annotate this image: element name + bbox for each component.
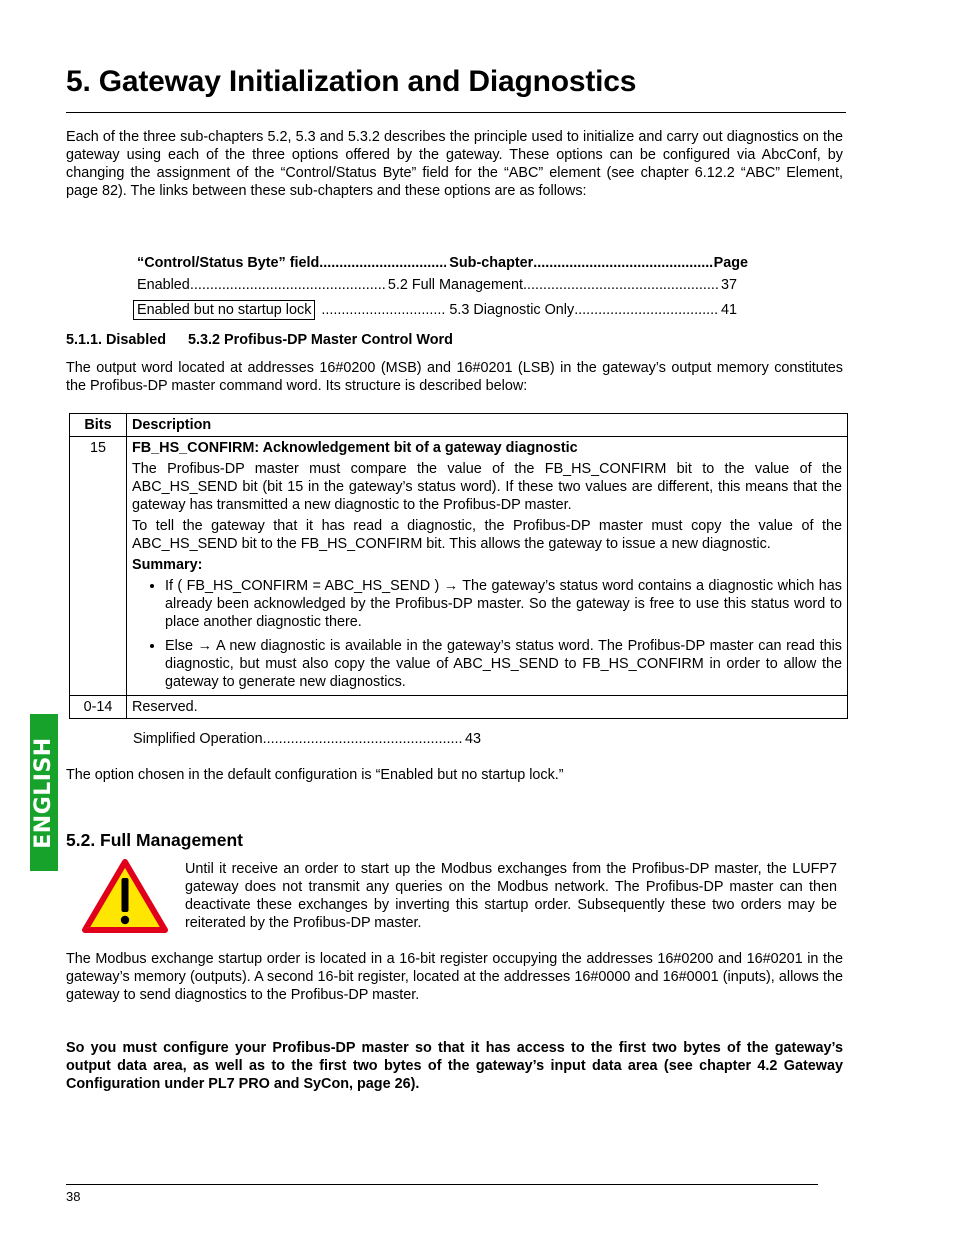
summary-label: Summary: <box>132 557 203 573</box>
subheading-right: 5.3.2 Profibus-DP Master Control Word <box>187 332 453 348</box>
description-cell: Reserved. <box>127 696 848 719</box>
list-item: • If ( FB_HS_CONFIRM = ABC_HS_SEND ) → The gateway’s status word contains a diagnostic which has already been acknowledged by the Profibus-DP master. So the gateway is free to use this status word to place another diagnostic there. <box>165 577 842 631</box>
toc-header-page: Page <box>713 255 748 271</box>
page-number: 38 <box>66 1189 81 1204</box>
language-tab-label: ENGLISH <box>31 736 56 849</box>
toc-sub: 5.2 Full Management <box>387 277 523 293</box>
toc-field-boxed: Enabled but no startup lock <box>133 300 315 320</box>
output-word-paragraph: The output word located at addresses 16#0200 (MSB) and 16#0201 (LSB) in the gateway’s output memory constitutes the Profibus-DP master command word. Its structure is described below: <box>66 360 843 394</box>
title-rule <box>66 112 846 113</box>
toc-sub: 5.3 Diagnostic Only <box>449 302 575 318</box>
startup-order-paragraph: The Modbus exchange startup order is located in a 16-bit register occupying the addresses 16#0200 and 16#0201 in the gateway’s memory (outputs). A second 16-bit register, located at the addresses 16#0000 and 16#0001 (inputs), allows the gateway to send diagnostics to the Profibus-DP master. <box>66 951 843 1003</box>
toc-page: 41 <box>720 302 737 318</box>
toc-row <box>137 276 737 294</box>
toc-header-field: “Control/Status Byte” field <box>137 255 320 271</box>
subheading-left: 5.1.1. Disabled <box>66 332 166 348</box>
toc-field: Enabled <box>137 277 190 293</box>
toc-row <box>137 300 737 320</box>
warning-text: Until it receive an order to start up the Modbus exchanges from the Profibus-DP master, the LUFP7 gateway does not transmit any queries on the Modbus network. The Profibus-DP master can then deactivate these exchanges by inverting this startup order. Subsequently these two orders may be reiterated by the Profibus-DP master. <box>185 861 837 931</box>
section-heading: 5.2. Full Management <box>66 830 243 850</box>
summary-list <box>132 577 842 691</box>
intro-paragraph: Each of the three sub-chapters 5.2, 5.3 and 5.3.2 describes the principle used to initialize and carry out diagnostics on the gateway using each of the three options offered by the gateway. These options can be configured via AbcConf, by changing the assignment of the “Control/Status Byte” field for the “ABC” element (see chapter 6.12.2 “ABC” Element, page 82). The links between these sub-chapters and these options are as follows: <box>66 129 843 199</box>
language-tab <box>30 714 58 871</box>
row-paragraph: The Profibus-DP master must compare the value of the FB_HS_CONFIRM bit to the value of the ABC_HS_SEND bit (bit 15 in the gateway’s status word). If these two values are different, this means that the gateway has transmitted a new diagnostic to the Profibus-DP master. <box>132 461 842 513</box>
toc-header <box>137 254 748 272</box>
table-row <box>70 437 848 696</box>
simplified-operation-entry <box>133 730 481 748</box>
bits-cell: 15 <box>70 437 127 696</box>
page-title: 5. Gateway Initialization and Diagnostics <box>66 65 637 98</box>
row-paragraph: To tell the gateway that it has read a diagnostic, the Profibus-DP master must copy the value of the ABC_HS_SEND bit to the FB_HS_CONFIRM bit. This allows the gateway to issue a new diagnostic. <box>132 518 842 552</box>
footer-rule <box>66 1184 818 1185</box>
row-title: FB_HS_CONFIRM: Acknowledgement bit of a gateway diagnostic <box>132 440 578 456</box>
table-header-row <box>70 414 848 437</box>
bits-table <box>69 413 848 719</box>
simplified-page: 43 <box>464 731 481 747</box>
description-header: Description <box>127 414 848 437</box>
list-item: • Else → A new diagnostic is available in the gateway’s status word. The Profibus-DP master can read this diagnostic, but must also copy the value of ABC_HS_SEND to FB_HS_CONFIRM in order to allow the gateway to generate new diagnostics. <box>165 637 842 691</box>
bits-header: Bits <box>70 414 127 437</box>
description-cell <box>127 437 848 696</box>
configuration-note: So you must configure your Profibus-DP master so that it has access to the first two bytes of the gateway’s output data area, as well as to the first two bytes of the gateway’s input data area (see chapter 4.2 Gateway Configuration under PL7 PRO and SyCon, page 26). <box>66 1040 843 1092</box>
warning-triangle-icon <box>82 858 168 934</box>
toc-page: 37 <box>720 277 737 293</box>
default-option-text: The option chosen in the default configuration is “Enabled but no startup lock.” <box>66 767 564 783</box>
subheading <box>66 331 453 349</box>
table-row <box>70 696 848 719</box>
bits-cell: 0-14 <box>70 696 127 719</box>
simplified-label: Simplified Operation <box>133 731 263 747</box>
toc-header-sub: Sub-chapter <box>449 255 534 271</box>
